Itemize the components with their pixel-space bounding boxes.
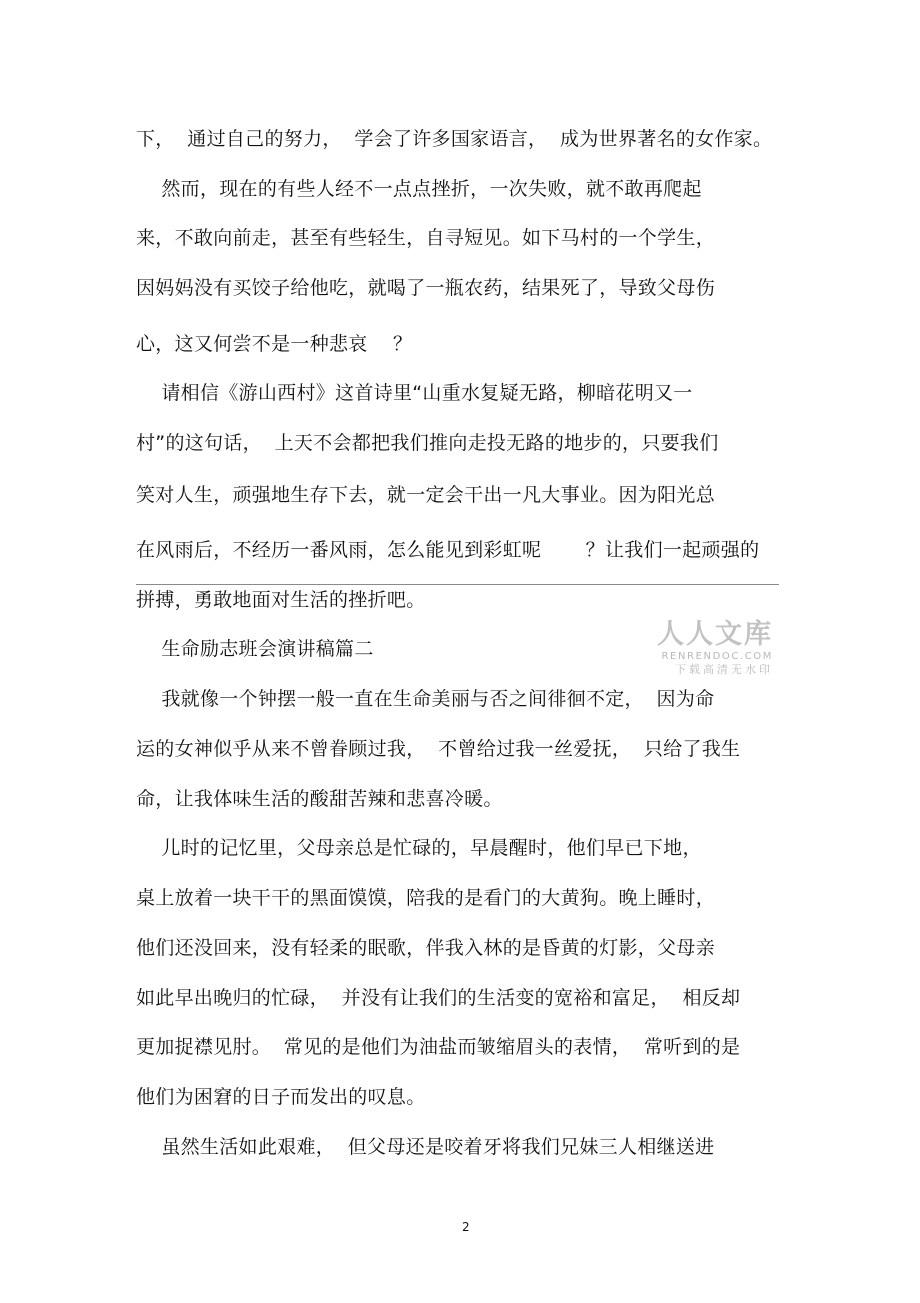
text-line: 他们还没回来，没有轻柔的眠歌，伴我入林的是昏黄的灯影，父母亲 [136, 937, 716, 959]
section-heading: 生命励志班会演讲稿篇二 [136, 638, 374, 660]
text-line: 我就像一个钟摆一般一直在生命美丽与否之间徘徊不定， 因为命 [136, 688, 715, 710]
text-line: 虽然生活如此艰难， 但父母还是咬着牙将我们兄妹三人相继送进 [136, 1136, 715, 1158]
text-line: 请相信《游山西村》这首诗里“山重水复疑无路，柳暗花明又一 [136, 382, 693, 404]
text-line: 在风雨后，不经历一番风雨，怎么能见到彩虹呢 ？让我们一起顽强的 [136, 539, 760, 561]
text-line: 他们为困窘的日子而发出的叹息。 [136, 1086, 426, 1108]
text-line: 因妈妈没有买饺子给他吃，就喝了一瓶农药，结果死了，导致父母伤 [136, 277, 716, 299]
text-line: 运的女神似乎从来不曾眷顾过我， 不曾给过我一丝爱抚， 只给了我生 [136, 738, 741, 760]
text-line: 更加捉襟见肘。 常见的是他们为油盐而皱缩眉头的表情， 常听到的是 [136, 1036, 741, 1058]
text-line: 笑对人生，顽强地生存下去，就一定会干出一凡大事业。因为阳光总 [136, 484, 716, 506]
watermark-slogan: 下载高清无水印 [675, 663, 773, 676]
watermark-domain: RENRENDOC.COM [661, 651, 773, 662]
text-line: 来，不敢向前走，甚至有些轻生，自寻短见。如下马村的一个学生， [136, 227, 716, 249]
text-line: 然而，现在的有些人经不一点点挫折，一次失败，就不敢再爬起 [136, 178, 702, 200]
text-line: 拼搏，勇敢地面对生活的挫折吧。 [136, 589, 426, 611]
text-line: 如此早出晚归的忙碌， 并没有让我们的生活变的宽裕和富足， 相反却 [136, 987, 741, 1009]
page-number: 2 [462, 1220, 470, 1234]
text-line: 村”的这句话， 上天不会都把我们推向走投无路的地步的，只要我们 [136, 432, 719, 454]
watermark-title: 人人文库 [657, 619, 773, 650]
text-line: 命，让我体味生活的酸甜苦辣和悲喜冷暖。 [136, 788, 503, 810]
text-line: 心，这又何尝不是一种悲哀 ？ [136, 333, 413, 355]
text-line: 下， 通过自己的努力， 学会了许多国家语言， 成为世界著名的女作家。 [136, 128, 773, 150]
text-line: 桌上放着一块干干的黑面馍馍，陪我的是看门的大黄狗。晚上睡时， [136, 887, 716, 909]
horizontal-divider [136, 584, 779, 585]
watermark-logo [643, 620, 773, 677]
text-line: 儿时的记忆里，父母亲总是忙碌的，早晨醒时，他们早已下地， [136, 837, 702, 859]
